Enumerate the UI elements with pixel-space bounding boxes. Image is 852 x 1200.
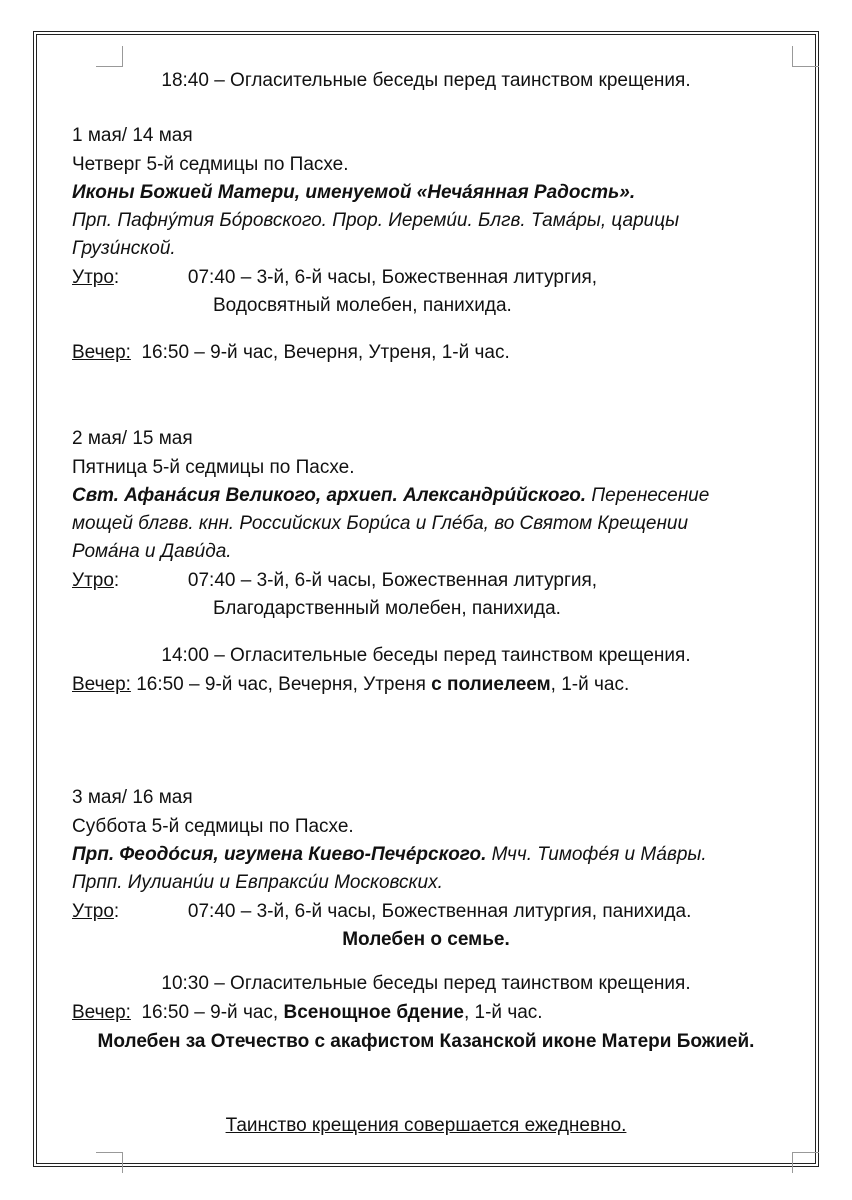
day3-evening-pre: 16:50 – 9-й час, (141, 1002, 279, 1023)
day2-evening (72, 671, 629, 698)
day2-feast-line (72, 482, 709, 509)
day2-weekday: Пятница 5-й седмицы по Пасхе. (72, 457, 355, 478)
day2-date: 2 мая/ 15 мая (72, 428, 193, 449)
day2-evening-label: Вечер: (72, 674, 131, 695)
day3-evening-post: , 1-й час. (463, 1002, 543, 1023)
footer-note: Таинство крещения совершается ежедневно. (225, 1115, 627, 1136)
day3-notice: 10:30 – Огласительные беседы перед таинством крещения. (161, 973, 691, 994)
day1-morning-label: Утро (72, 267, 114, 288)
day3-morning-sep: : (113, 901, 120, 922)
day3-saints-line2: Прпп. Иулиани́и и Евпракси́и Московских. (72, 872, 443, 893)
day3-feast-line (72, 841, 707, 868)
day2-saints-line3: Рома́на и Дави́да. (72, 541, 232, 562)
day2-notice: 14:00 – Огласительные беседы перед таинством крещения. (161, 645, 691, 666)
day3-morning-label: Утро (72, 901, 114, 922)
crop-mark-bottom-right (792, 1152, 819, 1173)
day3-evening-bold: Всенощное бдение (283, 1002, 464, 1023)
crop-mark-bottom-left (96, 1152, 123, 1173)
day3-weekday: Суббота 5-й седмицы по Пасхе. (72, 816, 354, 837)
day1-saints-line1: Прп. Пафну́тия Бо́ровского. Прор. Иереми́и. Блгв. Тама́ры, царицы (72, 210, 680, 231)
day1-evening-text: 16:50 – 9-й час, Вечерня, Утреня, 1-й час. (141, 342, 510, 363)
top-notice: 18:40 – Огласительные беседы перед таинством крещения. (161, 70, 691, 91)
day2-evening-pre: 16:50 – 9-й час, Вечерня, Утреня (136, 674, 426, 695)
day3-saints-line1-tail: Мчч. Тимофе́я и Ма́вры. (491, 844, 707, 865)
crop-mark-top-right (792, 46, 819, 67)
day1-weekday: Четверг 5-й седмицы по Пасхе. (72, 154, 349, 175)
day1-evening-label: Вечер: (72, 342, 131, 363)
day1-morning-sep: : (113, 267, 120, 288)
crop-mark-top-left (96, 46, 123, 67)
day1-evening (72, 339, 510, 366)
day3-evening (72, 999, 543, 1026)
day3-prayer: Молебен за Отечество с акафистом Казанской иконе Матери Божией. (97, 1031, 755, 1052)
day2-morning-line2: Благодарственный молебен, панихида. (213, 598, 561, 619)
day3-morning-line1: 07:40 – 3-й, 6-й часы, Божественная литургия, панихида. (187, 901, 692, 922)
day1-date: 1 мая/ 14 мая (72, 125, 193, 146)
day3-evening-label: Вечер: (72, 1002, 131, 1023)
day3-morning (72, 898, 691, 925)
day2-morning-sep: : (113, 570, 120, 591)
day3-morning-line2: Молебен о семье. (342, 929, 510, 950)
day1-morning-line1: 07:40 – 3-й, 6-й часы, Божественная литургия, (187, 267, 598, 288)
day2-feast: Свт. Афана́сия Великого, архиеп. Александри́йского. (72, 485, 587, 506)
day1-feast: Иконы Божией Матери, именуемой «Неча́янная Радость». (72, 182, 636, 203)
day2-evening-post: , 1-й час. (550, 674, 630, 695)
day1-morning-line2: Водосвятный молебен, панихида. (213, 295, 512, 316)
day2-saints-line2: мощей блгвв. кнн. Российских Бори́са и Гле́ба, во Святом Крещении (72, 513, 689, 534)
day2-morning-line1: 07:40 – 3-й, 6-й часы, Божественная литургия, (187, 570, 598, 591)
day2-saints-line1-tail: Перенесение (591, 485, 710, 506)
day1-saints-line2: Грузи́нской. (72, 238, 176, 259)
day3-date: 3 мая/ 16 мая (72, 787, 193, 808)
day2-evening-bold: с полиелеем (431, 674, 551, 695)
day2-morning (72, 567, 597, 594)
day3-feast: Прп. Феодо́сия, игумена Киево-Пече́рского. (72, 844, 487, 865)
day1-morning (72, 264, 597, 291)
day2-morning-label: Утро (72, 570, 114, 591)
